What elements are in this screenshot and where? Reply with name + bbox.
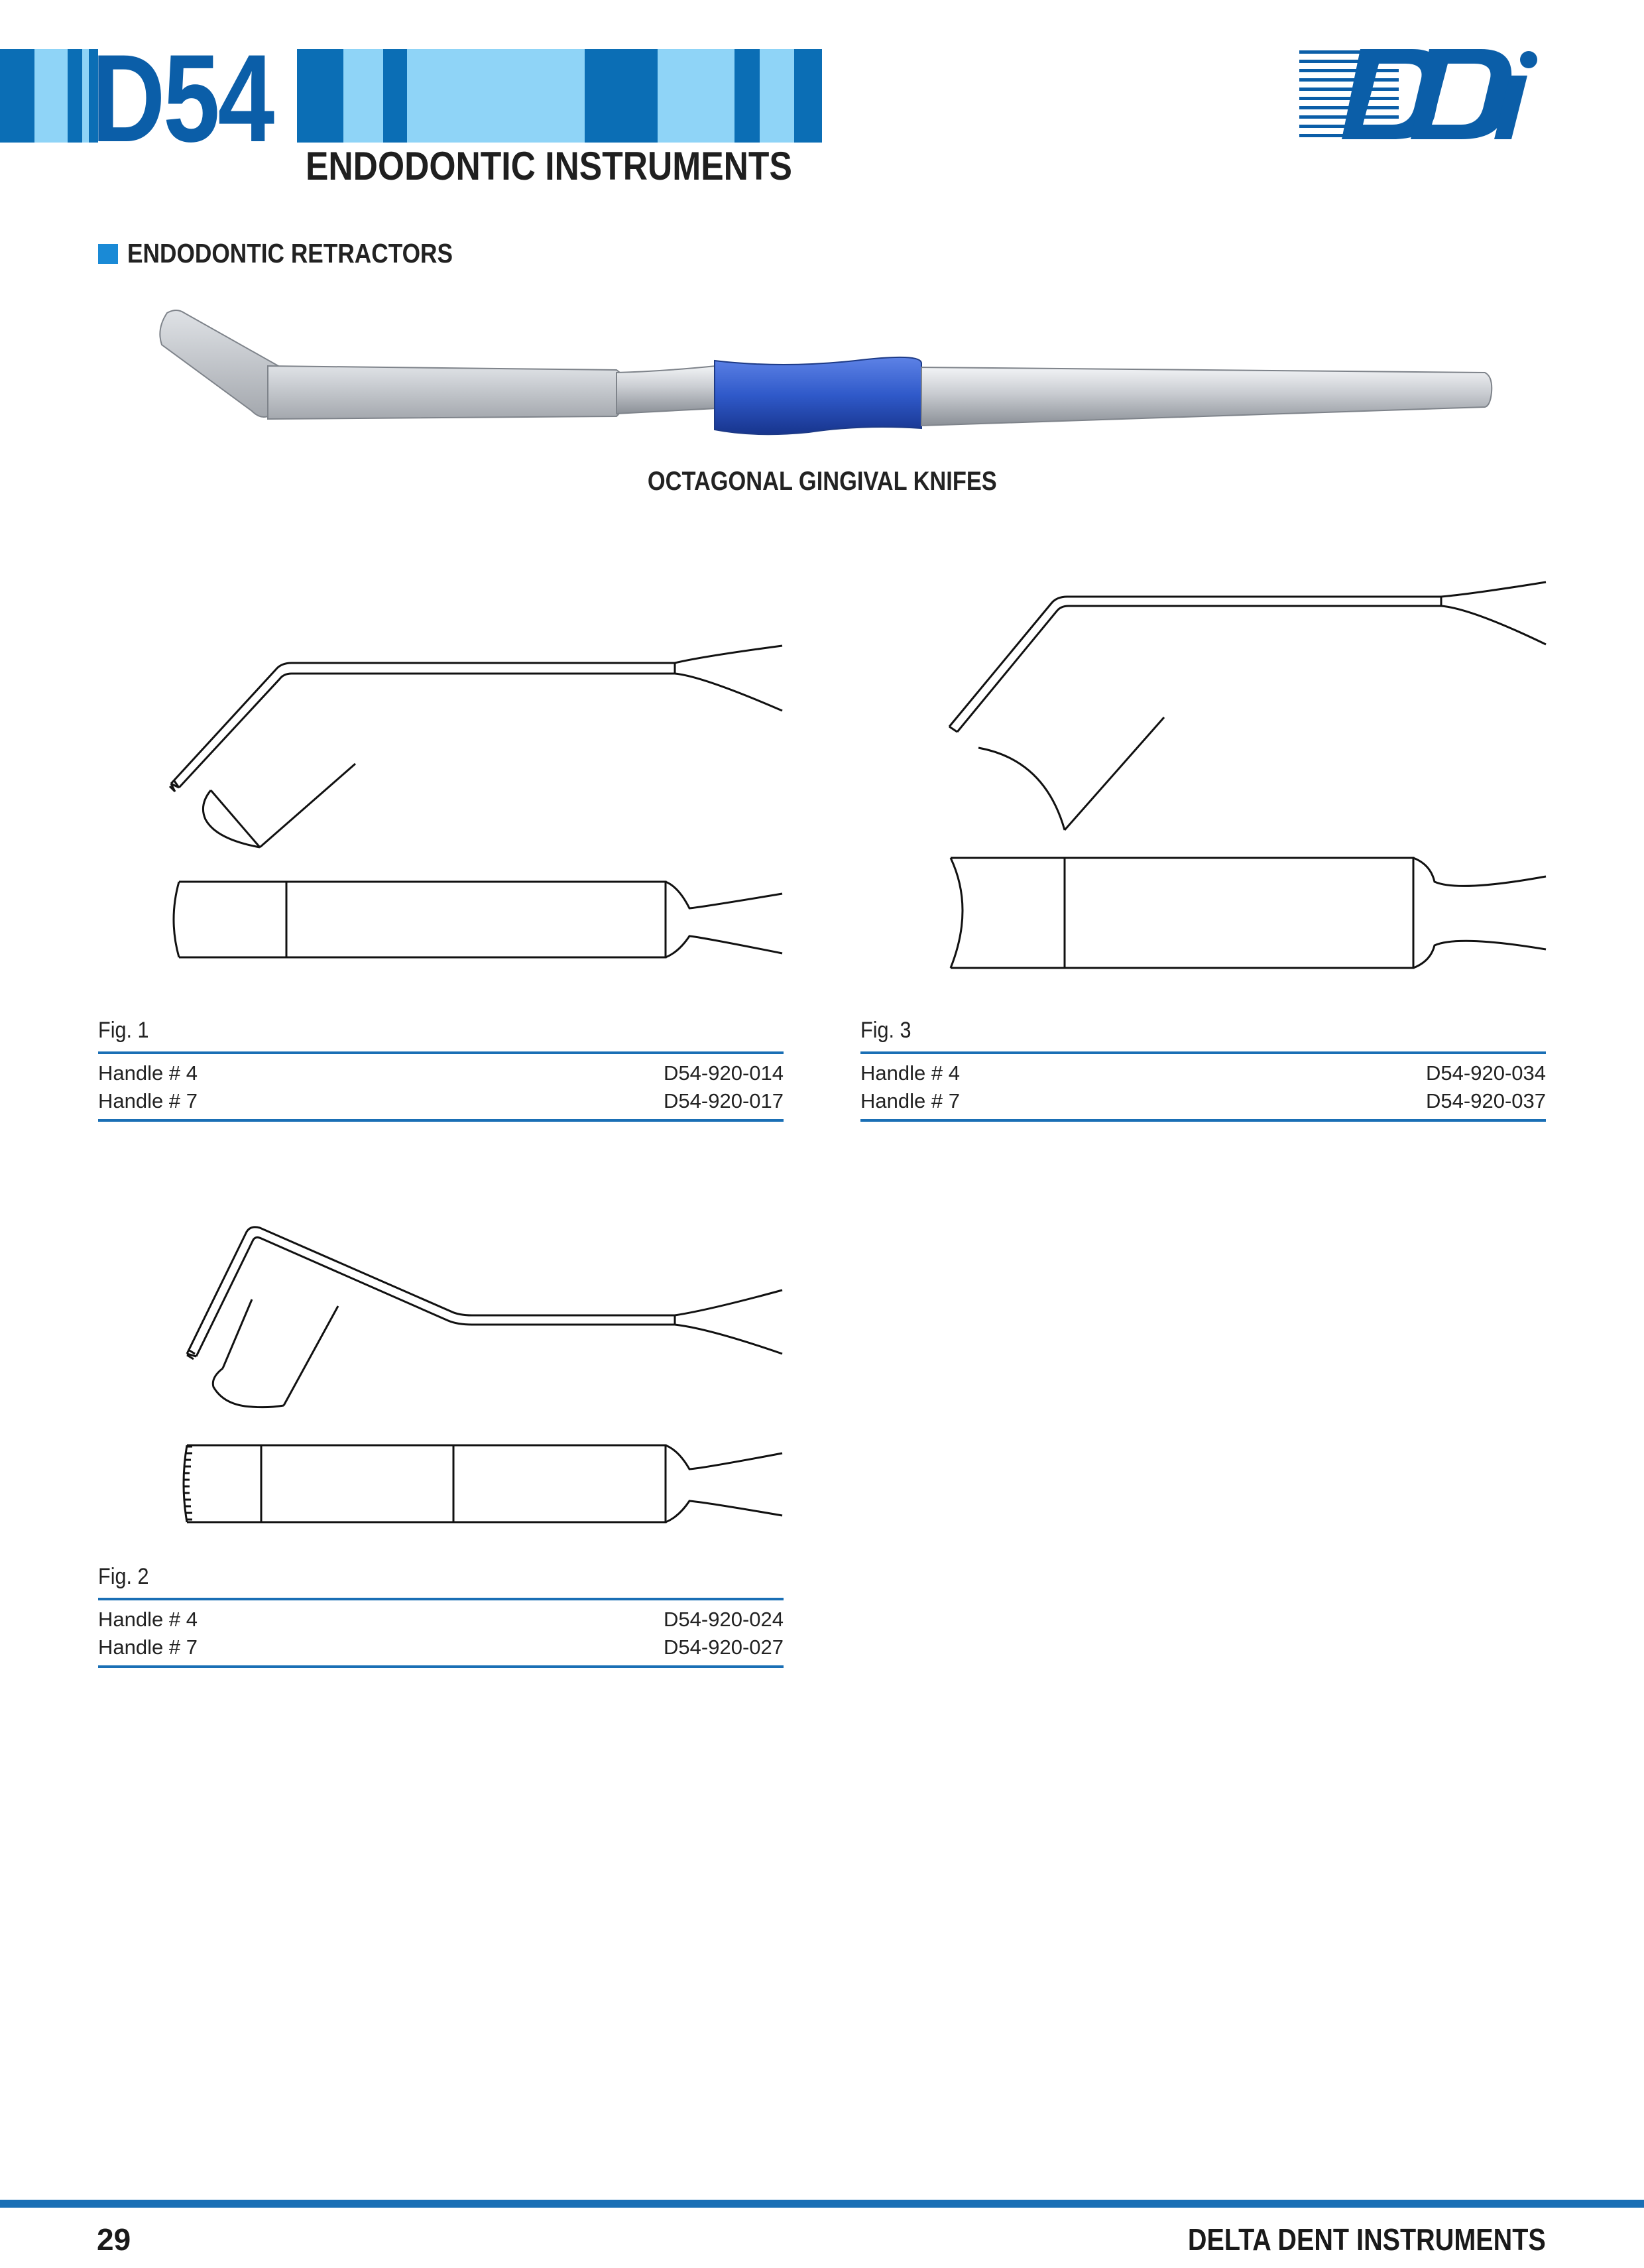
band-stripe: [34, 49, 68, 143]
fig1-row1-part: D54-920-014: [664, 1061, 784, 1085]
fig3-row1-handle: Handle # 4: [860, 1061, 960, 1085]
fig1-label: Fig. 1: [98, 1018, 149, 1043]
retractor-photo: [0, 278, 1525, 424]
band-stripe: [343, 49, 383, 143]
band-stripe: [82, 49, 89, 143]
band-stripe: [297, 49, 343, 143]
page-title: ENDODONTIC INSTRUMENTS: [306, 144, 792, 188]
fig2-row1-handle: Handle # 4: [98, 1608, 198, 1631]
band-stripe: [407, 49, 443, 143]
fig1-row2-part: D54-920-017: [664, 1089, 784, 1112]
fig3-drawing: [835, 570, 1631, 981]
photo-caption: OCTAGONAL GINGIVAL KNIFES: [647, 467, 997, 496]
band-stripe: [760, 49, 794, 143]
band-stripe: [68, 49, 82, 143]
fig3-row2-part: D54-920-037: [1426, 1089, 1546, 1112]
section-title: ENDODONTIC RETRACTORS: [127, 238, 453, 269]
ddi-logo-graphic: [1299, 46, 1545, 146]
fig2-drawing: [0, 1213, 795, 1558]
band-stripe: [585, 49, 658, 143]
fig2-row2-handle: Handle # 7: [98, 1636, 198, 1659]
fig2-rule-top: [98, 1598, 784, 1600]
band-stripe: [734, 49, 760, 143]
page-number: 29: [97, 2222, 131, 2257]
fig2-row2-part: D54-920-027: [664, 1636, 784, 1659]
fig2-row1-part: D54-920-024: [664, 1608, 784, 1631]
fig2-label: Fig. 2: [98, 1564, 149, 1589]
section-marker: [98, 244, 118, 264]
fig1-drawing: [0, 630, 795, 1001]
fig3-rule-bottom: [860, 1119, 1546, 1122]
band-stripe: [443, 49, 585, 143]
fig3-row1-part: D54-920-034: [1426, 1061, 1546, 1085]
footer-rule: [0, 2200, 1644, 2208]
catalog-code: D54: [91, 29, 272, 168]
band-stripe: [658, 49, 734, 143]
fig3-row2-handle: Handle # 7: [860, 1089, 960, 1112]
band-stripe: [794, 49, 822, 143]
band-stripe: [383, 49, 407, 143]
fig1-rule-bottom: [98, 1119, 784, 1122]
fig1-row2-handle: Handle # 7: [98, 1089, 198, 1112]
fig1-row1-handle: Handle # 4: [98, 1061, 198, 1085]
band-stripe: [0, 49, 34, 143]
fig2-rule-bottom: [98, 1665, 784, 1668]
company-name: DELTA DENT INSTRUMENTS: [1188, 2222, 1546, 2257]
fig3-rule-top: [860, 1051, 1546, 1054]
fig3-label: Fig. 3: [860, 1018, 911, 1043]
fig1-rule-top: [98, 1051, 784, 1054]
